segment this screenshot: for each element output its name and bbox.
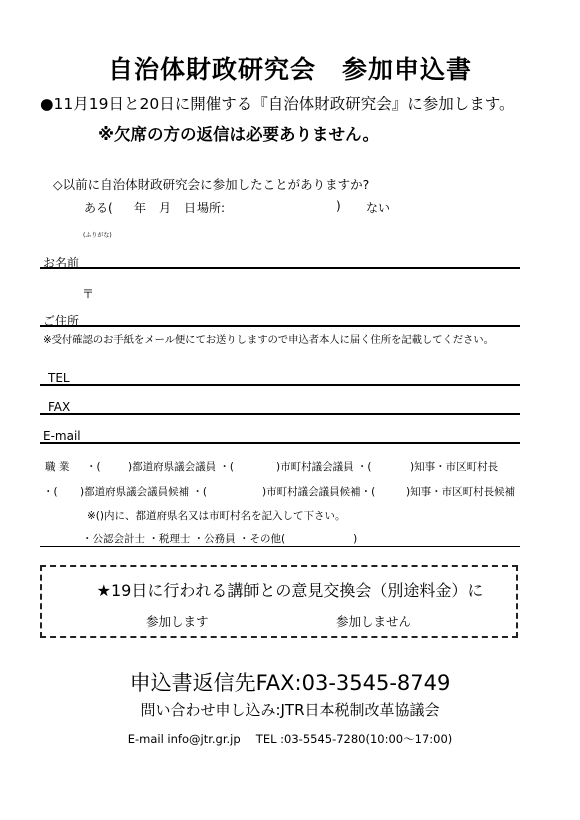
postal-mark: 〒 — [82, 287, 95, 301]
email-label: E-mail — [43, 429, 81, 443]
prior-place-label: 場所: — [197, 201, 226, 215]
name-label: お名前 — [43, 256, 80, 270]
address-label: ご住所 — [43, 314, 80, 328]
occupation-other[interactable] — [82, 531, 357, 546]
occupation-option[interactable]: )都道府県議会議員候補 ・( — [80, 486, 208, 498]
occupation-option[interactable]: )市町村議会議員 ・( — [276, 461, 372, 473]
occupation-option[interactable]: ・( — [43, 486, 58, 498]
exchange-heading: ★19日に行われる講師との意見交換会（別途料金）に — [96, 581, 484, 600]
occupation-option[interactable]: )知事・市区町村長 — [410, 461, 499, 473]
occupation-row-1 — [0, 459, 580, 475]
fax-label: FAX — [48, 400, 71, 414]
prior-day-label: 日 — [184, 201, 197, 215]
prior-yes-option[interactable]: ある( — [84, 201, 113, 215]
prior-year-label: 年 — [134, 201, 147, 215]
prior-no-option[interactable]: ない — [366, 201, 391, 215]
furigana-label: (ふりがな) — [83, 232, 112, 239]
prior-attendance-answers — [84, 199, 504, 217]
name-field[interactable] — [40, 267, 520, 269]
prior-attendance-question: ◇以前に自治体財政研究会に参加したことがありますか? — [53, 177, 370, 192]
occupation-other-label: ・公認会計士 ・税理士 ・公務員 ・その他( — [82, 533, 286, 545]
event-intro: ●11月19日と20日に開催する『自治体財政研究会』に参加します。 — [40, 95, 515, 113]
tel-field[interactable] — [40, 384, 520, 386]
exchange-attend-option[interactable]: 参加します — [146, 614, 209, 629]
exchange-decline-option[interactable]: 参加しません — [336, 614, 412, 629]
occupation-note: ※()内に、都道府県名又は市町村名を記入して下さい。 — [87, 510, 346, 522]
address-field[interactable] — [40, 325, 520, 327]
occupation-option[interactable]: )都道府県議会議員 ・( — [128, 461, 235, 473]
absence-notice: ※欠席の方の返信は必要ありません。 — [98, 125, 380, 144]
occupation-divider — [40, 546, 520, 547]
occupation-option[interactable]: )市町村議会議員候補・( — [262, 486, 376, 498]
form-title: 自治体財政研究会 参加申込書 — [107, 55, 472, 84]
occupation-option[interactable]: )知事・市区町村長候補 — [406, 486, 516, 498]
reply-fax-number: 申込書返信先FAX:03-3545-8749 — [129, 671, 451, 695]
fax-field[interactable] — [40, 413, 520, 415]
address-note: ※受付確認のお手紙をメール便にてお送りしますので申込者本人に届く住所を記載してください。 — [43, 334, 494, 346]
occupation-other-close: ) — [353, 533, 358, 545]
occupation-option[interactable]: ・( — [86, 461, 101, 473]
occupation-label: 職 業 — [45, 461, 70, 473]
inquiry-contact: 問い合わせ申し込み:JTR日本税制改革協議会 — [140, 701, 440, 719]
occupation-row-2 — [0, 484, 580, 500]
prior-close-paren: ) — [336, 199, 341, 213]
exchange-box — [40, 565, 518, 638]
contact-details: E-mail info@jtr.gr.jp TEL :03-5545-7280(10:00〜17:00) — [127, 732, 453, 746]
prior-month-label: 月 — [159, 201, 172, 215]
email-field[interactable] — [40, 442, 520, 444]
tel-label: TEL — [48, 371, 70, 385]
